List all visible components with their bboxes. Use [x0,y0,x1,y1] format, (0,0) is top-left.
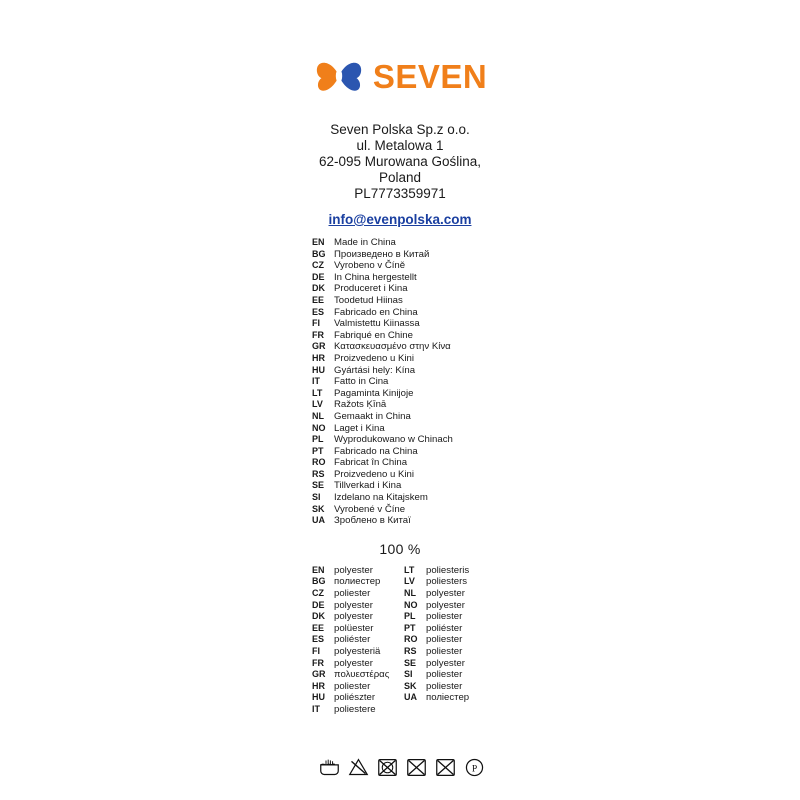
language-code: SI [312,492,321,503]
language-code: SK [404,680,417,691]
material-text: polyesteriä [334,646,381,657]
list-item [312,646,404,658]
list-item [312,376,520,388]
address-line-2: ul. Metalowa 1 [356,138,444,153]
language-code: RO [312,457,326,468]
language-code: EN [312,237,325,247]
list-item [404,623,469,635]
list-item [312,307,520,319]
language-code: IT [312,376,320,387]
origin-text: Proizvedeno u Kini [334,352,414,364]
list-item [404,611,469,623]
material-text: poliester [334,680,371,692]
origin-text: Произведено в Китай [334,248,430,260]
contact-email-link[interactable]: info@evenpolska.com [328,212,472,227]
language-code: FI [312,318,320,329]
svg-text:P: P [471,763,478,775]
language-code: CZ [312,260,324,271]
language-code: LT [404,564,415,575]
list-item [312,365,520,377]
material-text: poliéster [334,634,371,646]
list-item [404,669,469,681]
material-text: polüester [334,622,374,634]
material-text: poliester [426,646,463,657]
list-item [312,318,520,330]
language-code: SE [404,657,417,668]
composition-percentage: 100 % [379,540,421,557]
language-code: DE [312,271,325,282]
material-text: полиестер [334,576,381,588]
material-text: poliestere [334,703,376,715]
origin-text: Valmistettu Kiinassa [334,318,420,330]
list-item [312,399,520,411]
language-code: SE [312,480,325,491]
list-item [312,565,404,577]
origin-text: Κατασκευασμένο στην Κίνα [334,341,451,353]
address-line-4: Poland [378,170,422,185]
material-text: polyester [334,564,373,576]
origin-text: Tillverkad i Kina [334,480,402,492]
list-item [312,249,520,261]
company-address [280,122,520,202]
origin-text: Gyártási hely: Kína [334,364,416,376]
material-text: poliesteris [426,564,470,576]
origin-text: Fabriqué en Chine [334,329,413,341]
list-item [312,692,404,704]
material-text: poliester [426,680,463,692]
language-code: SK [312,503,325,514]
do-not-dry-clean-icon [435,757,456,778]
language-code: PT [312,445,324,456]
origin-text: Wyprodukowano w Chinach [334,434,453,446]
list-item [312,411,520,423]
origin-text: Proizvedeno u Kini [334,468,414,480]
material-text: πολυεστέρας [334,669,390,681]
language-code: BG [312,248,326,259]
language-code: RO [404,634,418,645]
material-text: поліестер [426,692,470,704]
language-code: HR [312,680,325,691]
origin-text: Gemaakt in China [334,410,411,422]
list-item [312,504,520,516]
material-text: polyester [426,599,465,611]
material-text: poliesters [426,576,468,588]
material-text: poliéster [426,622,463,634]
language-code: CZ [312,588,324,599]
language-code: FI [312,646,320,656]
list-item [312,260,520,272]
origin-text: Зроблено в Китаї [334,515,411,527]
list-item [312,283,520,295]
list-item [312,588,404,600]
list-item [312,658,404,670]
list-item [312,237,520,249]
list-item [312,446,520,458]
origin-text: Fabricado na China [334,445,418,457]
do-not-tumble-dry-icon [377,757,398,778]
origin-text: Izdelano na Kitajskem [334,492,428,504]
list-item [404,600,469,612]
language-code: GR [312,669,326,680]
language-code: FR [312,657,324,668]
material-text: poliester [426,669,463,681]
vat-number: PL7773359971 [354,186,446,201]
language-code: NL [312,410,324,421]
language-code: PL [404,611,416,622]
material-text: polyester [426,657,465,669]
list-item [312,295,520,307]
language-code: ES [312,306,325,317]
origin-text: Made in China [334,237,396,248]
language-code: IT [312,703,320,714]
origin-text: Vyrobeno v Číně [334,260,406,272]
language-code: RS [404,646,417,656]
material-text: poliester [426,634,463,646]
list-item [312,272,520,284]
origin-text: In China hergestellt [334,271,417,283]
composition-list [280,565,520,716]
language-code: FR [312,329,324,340]
language-code: ES [312,634,325,645]
hand-wash-icon [319,757,340,778]
list-item [312,704,404,716]
list-item [312,434,520,446]
origin-text: Pagaminta Kinijoje [334,387,414,399]
list-item [404,588,469,600]
origin-text: Toodetud Hiinas [334,294,403,306]
language-code: LV [312,399,323,410]
list-item [312,634,404,646]
list-item [312,423,520,435]
origin-text: Vyrobené v Číne [334,503,406,515]
language-code: PL [312,434,324,445]
language-code: DE [312,599,325,610]
language-code: RS [312,468,325,479]
do-not-iron-icon [406,757,427,778]
list-item [312,600,404,612]
material-text: polyester [426,588,465,600]
address-line-1: Seven Polska Sp.z o.o. [330,122,470,137]
list-item [312,515,520,527]
origin-text: Fatto in Cina [334,376,389,388]
material-text: polyester [334,599,373,611]
address-line-3: 62-095 Murowana Goślina, [318,154,482,169]
list-item [404,576,469,588]
material-text: polyester [334,611,373,623]
language-code: LV [404,576,415,587]
butterfly-logo-icon [313,50,365,102]
composition-column-right [404,565,469,716]
professional-clean-p-icon [464,757,485,778]
do-not-bleach-icon [348,757,369,778]
origin-text: Fabricat în China [334,457,408,469]
list-item [404,646,469,658]
material-text: poliester [426,611,463,623]
language-code: HU [312,692,325,703]
list-item [404,681,469,693]
list-item [312,341,520,353]
origin-text: Fabricado en China [334,306,418,318]
list-item [312,623,404,635]
list-item [312,611,404,623]
language-code: BG [312,576,326,587]
language-code: NO [404,599,418,610]
language-code: DK [312,283,325,294]
list-item [312,480,520,492]
material-text: poliészter [334,692,376,704]
list-item [312,492,520,504]
language-code: NO [312,422,326,433]
origin-text: Ražots Ķīnā [334,399,387,411]
list-item [404,692,469,704]
list-item [312,388,520,400]
language-code: LT [312,387,323,398]
language-code: DK [312,611,325,622]
list-item [404,565,469,577]
language-code: SI [404,669,413,680]
origin-text: Laget i Kina [334,422,385,434]
brand-name: SEVEN [372,57,488,95]
material-text: poliester [334,588,371,600]
language-code: HU [312,364,325,375]
language-code: EE [312,294,325,305]
material-text: polyester [334,657,373,669]
list-item [312,330,520,342]
language-code: NL [404,588,416,599]
list-item [312,681,404,693]
list-item [404,634,469,646]
list-item [312,669,404,681]
language-code: GR [312,341,326,352]
list-item [404,658,469,670]
list-item [312,353,520,365]
origin-text: Produceret i Kina [334,283,408,295]
language-code: UA [404,692,417,703]
product-care-label [280,0,520,800]
brand-logo [280,48,520,104]
language-code: PT [404,622,416,633]
list-item [312,457,520,469]
language-code: UA [312,515,325,526]
language-code: HR [312,352,325,363]
language-code: EN [312,564,325,575]
list-item [312,576,404,588]
language-code: EE [312,622,325,633]
country-of-origin-list [280,237,520,527]
list-item [312,469,520,481]
care-symbols [315,757,485,778]
composition-column-left [312,565,404,716]
